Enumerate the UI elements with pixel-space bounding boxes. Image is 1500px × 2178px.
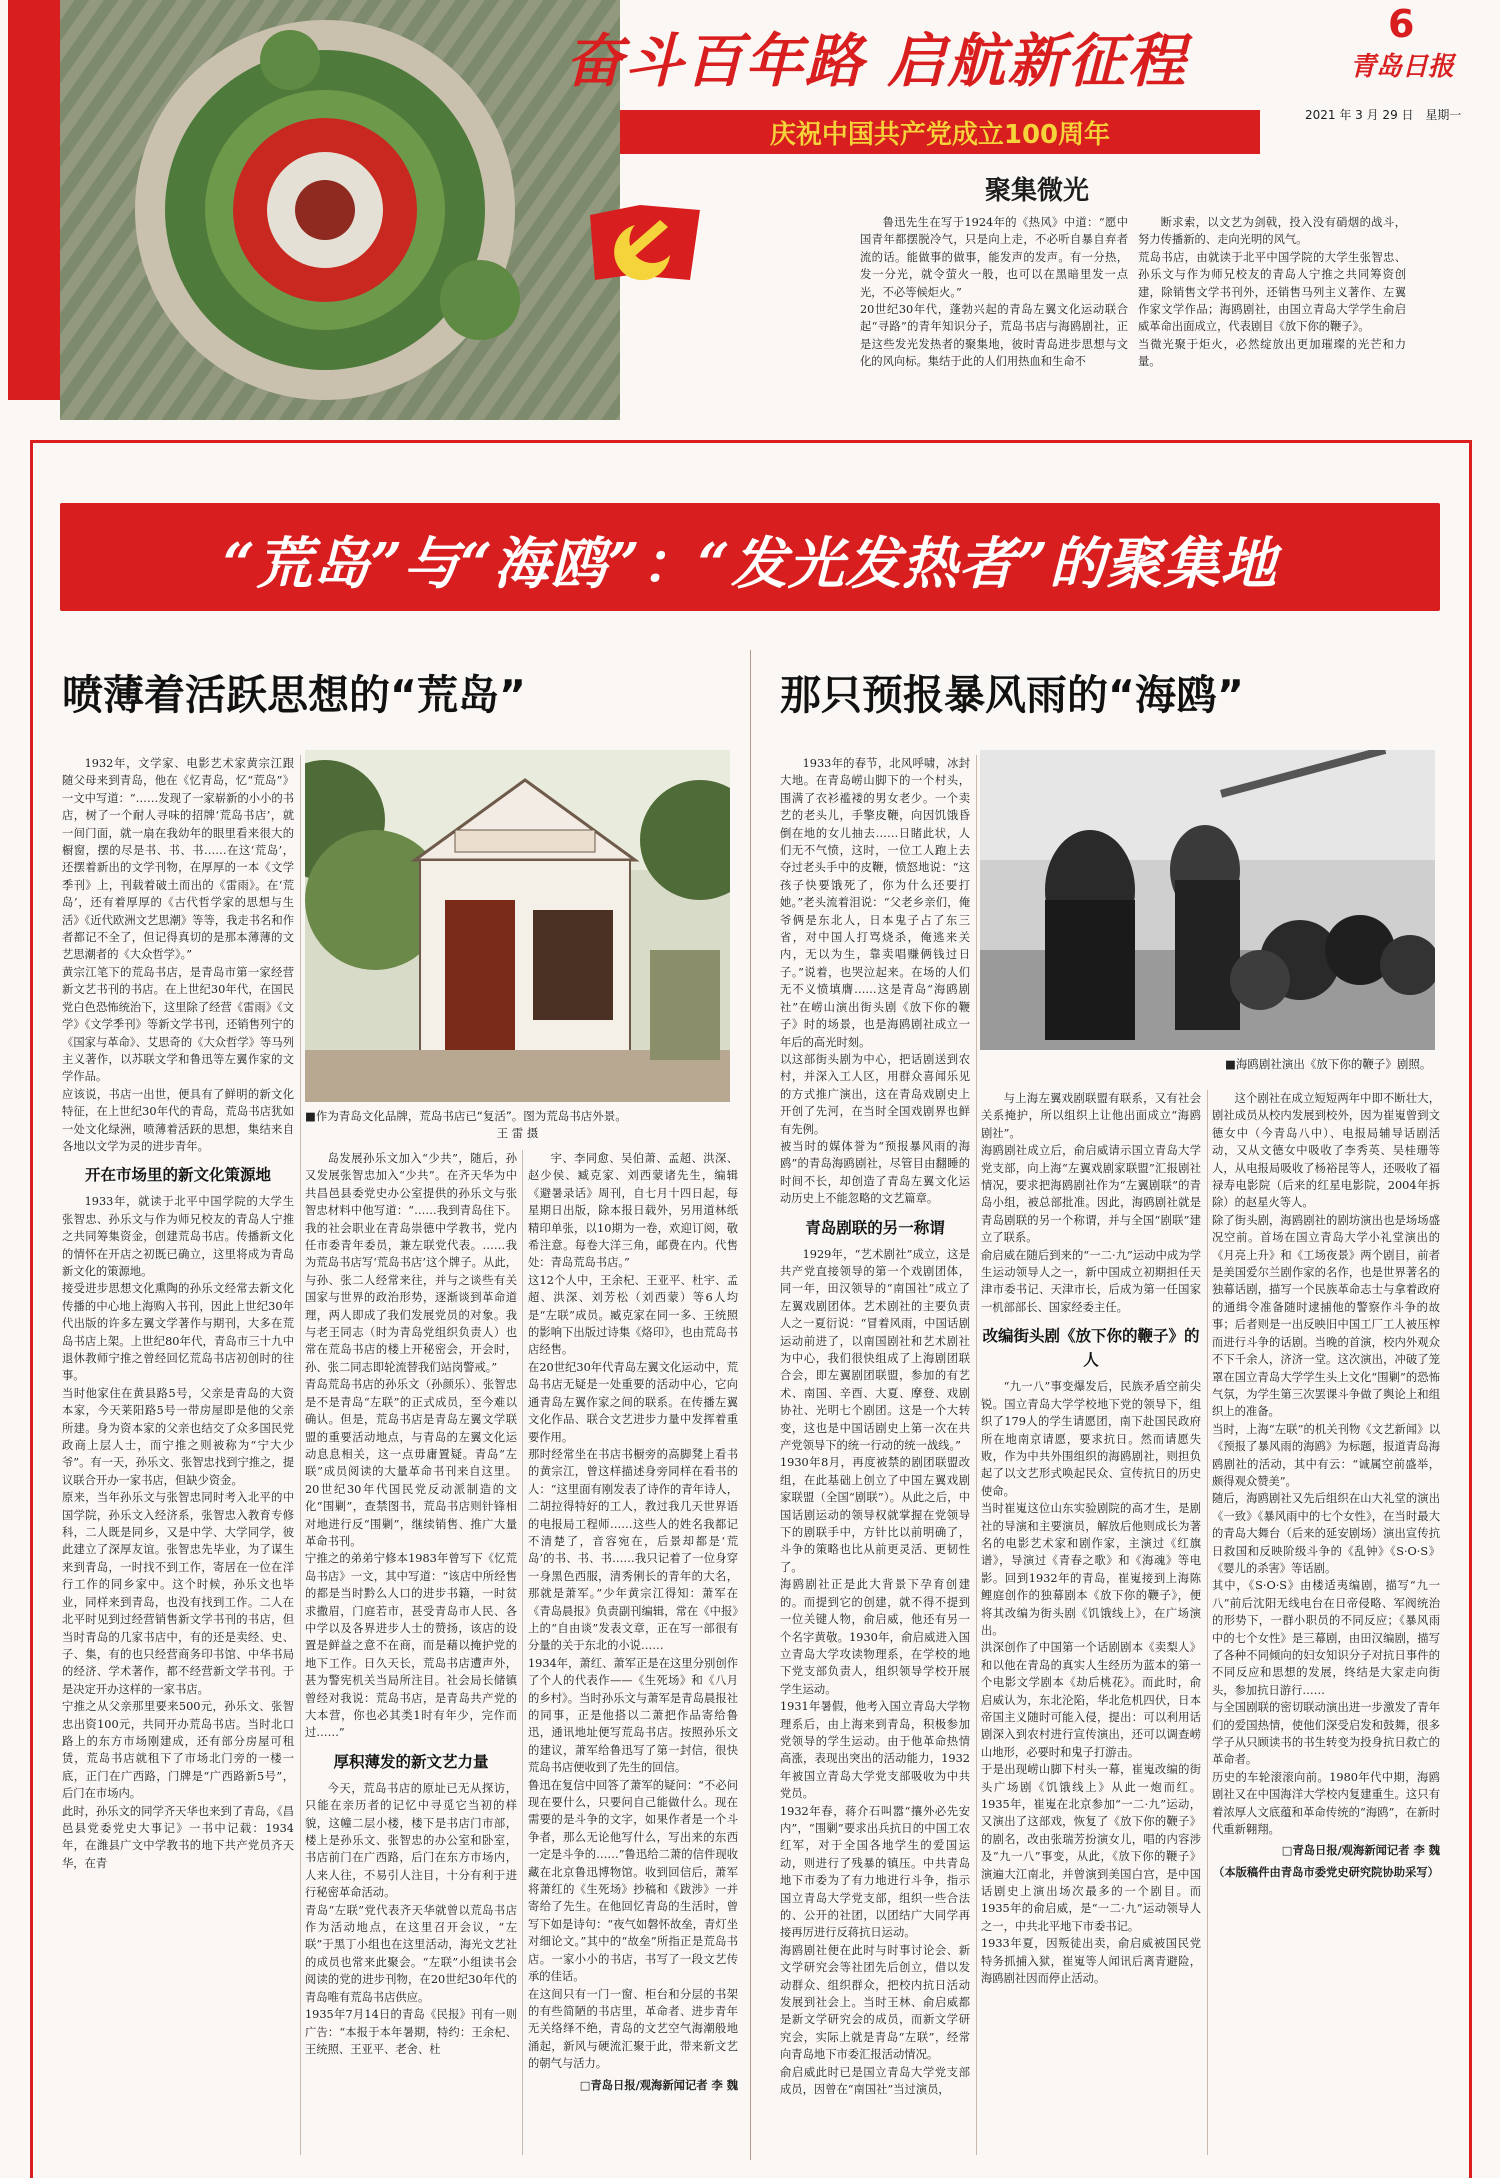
right-col3-text: 这个剧社在成立短短两年中即不断壮大，剧社成员从校内发展到校外，因为崔嵬曾到文德女中（今青岛八中）、电报局辅导话剧活动，又从文德女中吸收了李秀英、吴桂珊等人，从电报局吸收了杨裕昆等人，还吸收了福禄寿电影院（后来的红星电影院，2004年拆除）的赵星火等人。 除了街头剧，海鸥剧社的剧坊演出也是场场盛况空前。首场在国立青岛大学小礼堂演出的《月亮上升》和《工场夜景》两个剧目，前者是美国爱尔兰剧作家的名作，也是世界著名的独幕话剧，描写一个民族革命志士与拿着政府的通缉令准备随时逮捕他的警察作斗争的故事；后者则是一出反映旧中国工厂工人被压榨而进行斗争的话剧。当晚的首演，校内外观众不下千余人，济济一堂。这次演出，冲破了笼罩在国立青岛大学学生头上文化“围剿”的恐怖气氛，为学生第三次罢课斗争做了舆论上和组织上的准备。 当时，上海“左联”的机关刊物《文艺新闻》以《预报了暴风雨的海鸥》为标题，报道青岛海鸥剧社的活动，其中有云：“诚属空前盛举，颇得观众赞美”。 随后，海鸥剧社又先后组织在山大礼堂的演出《一致》《暴风雨中的七个女性》，在当时最大的青岛大舞台（后来的延安剧场）演出宣传抗日救国和反映阶级斗争的《乱钟》《S·O·S》《婴儿的杀害》等话剧。 其中，《S·O·S》由楼适夷编剧，描写“九一八”前后沈阳无线电台在日帝侵略、军阀统治的形势下，一群小职员的不同反应；《暴风雨中的七个女性》是三幕剧，由田汉编剧，描写了各种不同倾向的妇女知识分子对抗日事件的不同反应和思想的发展，终结是大家走向街头，参加抗日游行…… 与全国剧联的密切联动演出进一步激发了青年们的爱国热情，使他们深受启发和鼓舞，很多学子从只顾读书的书生转变为投身抗日救亡的革命者。 历史的车轮滚滚向前。1980年代中期，海鸥剧社又在中国海洋大学校内复建重生。这只有着浓厚人文底蕴和革命传统的“海鸥”，在新时代重新翱翔。 xyxy=(1212,1092,1440,1837)
left-byline: □青岛日报/观海新闻记者 李 魏 xyxy=(579,2077,738,2092)
left-headline: 喷薄着活跃思想的“荒岛” xyxy=(62,671,526,719)
left-col1b-text: 1933年，就读于北平中国学院的大学生张智忠、孙乐文与作为师兄校友的青岛人宁推之共同筹集资金，创建荒岛书店。传播新文化的情怀在开店之初既已确立，这里将成为青岛新文化的策源地。 接受进步思想文化熏陶的孙乐文经常去新文化传播的中心地上海购入书刊，因此上世纪30年代出版的许多左翼文学著作与期刊，大多在荒岛书店上架。上世纪80年代，青岛市三十九中退休教师宁推之曾经回忆荒岛书店初创时的往事。 当时他家住在黄县路5号，父亲是青岛的大资本家，今天莱阳路5号一带房屋即是他的父亲所建。身为资本家的父亲也结交了众多国民党政商上层人士，而宁推之则被称为“宁大少爷”。有一天，孙乐文、张智忠找到宁推之，提议联合开办一家书店，但缺少资金。 原来，当年孙乐文与张智忠同时考入北平的中国学院，孙乐文入经济系，张智忠入教育专修科，二人既是同乡，又是中学、大学同学，彼此建立了深厚友谊。张智忠先毕业，为了谋生来到青岛，一时找不到工作，寄居在一位在洋行工作的同乡家中。这个时候，孙乐文也毕业，同样来到青岛，也没有找到工作。二人在北平时见到过经营销售新文学书刊的书店，但当时青岛的几家书店中，有的还是卖经、史、子、集，有的也只经营商务印书馆、中华书局的经济、学术著作，都不经营新文学书刊。于是决定开办这样的一家书店。 宁推之从父亲那里要来500元，孙乐文、张智忠出资100元，共同开办荒岛书店。当时北口路上的东方市场刚建成，还有部分房屋可租赁，荒岛书店就租下了市场北门旁的一楼一底，正门在广西路，门牌是“广西路新5号”，后门在市场内。 此时，孙乐文的同学齐天华也来到了青岛，《昌邑县党委党史大事记》一书中记载：1934年，在潍县广文中学教书的地下共产党员齐天华，在青 xyxy=(62,1195,294,1870)
left-col-1 xyxy=(62,755,294,2160)
aerial-garden-photo xyxy=(60,0,620,420)
numeral-one xyxy=(8,0,60,400)
right-col1b-text: 1929年，“艺术剧社”成立，这是共产党直接领导的第一个戏剧团体，同一年，田汉领导的“南国社”成立了左翼戏剧团体。艺术剧社的主要负责人之一夏衍说：“冒着风雨，中国话剧运动前进了，以南国剧社和艺术剧社为中心，我们很快组成了上海剧团联合会，即左翼剧团联盟，参加的有艺术、南国、辛酉、大夏、摩登、戏剧协社、光明七个剧团。这是一个大转变，这也是中国话剧史上第一次在共产党领导下的统一行动的统一战线。” 1930年8月，再度被禁的剧团联盟改组，在此基础上创立了中国左翼戏剧家联盟（全国“剧联”）。从此之后，中国话剧运动的领导权就掌握在党领导下的剧联手中，方针比以前明确了，斗争的策略也比从前更灵活、更韧性了。 海鸥剧社正是此大背景下孕育创建的。而提到它的创建，就不得不提到一位关键人物，俞启威，他还有另一个名字黄敬。1930年，俞启威进入国立青岛大学攻读物理系，在学校的地下党支部负责人，组织领导学校开展学生运动。 1931年暑假，他考入国立青岛大学物理系后，由上海来到青岛，积极参加党领导的学生运动。由于他革命热情高涨，表现出突出的活动能力，1932年被国立青岛大学党支部吸收为中共党员。 1932年春，蒋介石叫嚣“攘外必先安内”，“围剿”要求出兵抗日的中国工农红军，对于全国各地学生的爱国运动，则进行了残暴的镇压。中共青岛地下市委为了有力地进行斗争，指示国立青岛大学党支部，组织一些合法的、公开的社团，以团结广大同学再接再厉进行反蒋抗日运动。 海鸥剧社便在此时与时事讨论会、新文学研究会等社团先后创立，借以发动群众、组织群众，把校内抗日活动发展到社会上。当时王林、俞启威都是新文学研究会的成员，而新文学研究会，实际上就是青岛“左联”，经常向青岛地下市委汇报活动情况。 俞启威此时已是国立青岛大学党支部成员，因曾在“南国社”当过演员， xyxy=(780,1247,970,2097)
intro-text-2: 断求索，以文艺为剑戟，投入没有硝烟的战斗，努力传播新的、走向光明的风气。 荒岛书店，由就读于北平中国学院的大学生张智忠、孙乐文与作为师兄校友的青岛人宁推之共同筹资创建，除销售文学书刊外，还销售马列主义著作、左翼作家文学作品；海鸥剧社，由国立青岛大学学生俞启威革命出面成立，代表剧目《放下你的鞭子》。 当微光聚于炬火，必然绽放出更加璀璨的光芒和力量。 xyxy=(1138,216,1406,369)
right-col-2 xyxy=(981,1090,1201,2160)
col-divider xyxy=(976,755,977,2155)
issue-weekday: 星期一 xyxy=(1425,108,1462,122)
right-headline: 那只预报暴风雨的“海鸥” xyxy=(780,671,1244,719)
left-col2b-text: 今天，荒岛书店的原址已无从探访，只能在亲历者的记忆中寻觅它当初的样貌，这幢二层小楼，楼下是书店门市部，楼上是孙乐文、张智忠的办公室和卧室，书店前门在广西路，后门在东方市场内，人来人往，不易引人注目，十分有利于进行秘密革命活动。 青岛“左联”党代表齐天华就曾以荒岛书店作为活动地点，在这里召开会议，“左联”于黑丁小组也在这里活动，海光文艺社的成员也常来此聚会。“左联”小组读书会阅读的党的进步刊物，在20世纪30年代的青岛唯有荒岛书店供应。 1935年7月14日的青岛《民报》刊有一则广告：“本报于本年暑期，特约：王余杞、王统照、王亚平、老舍、杜 xyxy=(305,1781,517,2056)
right-col1-text: 1933年的春节，北风呼啸，冰封大地。在青岛崂山脚下的一个村头，围满了衣衫褴褛的男女老少。一个卖艺的老头儿，手擎皮鞭，向因饥饿昏倒在地的女儿抽去……日睹此状，人们无不气愤，这时，一位工人跑上去夺过老头手中的皮鞭，愤怒地说：“这孩子快要饿死了，你为什么还要打她。”老头流着泪说：“父老乡亲们，俺爷俩是东北人，日本鬼子占了东三省，对中国人打骂烧杀，俺逃来关内，无以为生，靠卖唱赚俩钱过日子。”说着，也哭泣起来。在场的人们无不义愤填膺……这是青岛“海鸥剧社”在崂山演出街头剧《放下你的鞭子》时的场景，也是海鸥剧社成立一年后的高光时刻。 以这部街头剧为中心，把话剧送到农村，并深入工人区，用群众喜闻乐见的方式推广演出，这在青岛戏剧史上开创了先河，在当时全国戏剧界也鲜有先例。 被当时的媒体誉为“预报暴风雨的海鸥”的青岛海鸥剧社，尽管目由翻睡的时间不长，却创造了青岛左翼文化运动历史上不能忽略的文艺篇章。 xyxy=(780,757,970,1206)
story-divider xyxy=(750,650,751,2160)
right-col-1 xyxy=(780,755,970,2160)
intro-col-1 xyxy=(860,214,1128,426)
left-col3-text: 宇、李同愈、吴伯萧、孟超、洪深、赵少侯、臧克家、刘西蒙诸先生，编辑《避暑录话》周刊，自七月十四日起，每星期日出版，除本报日载外，另用道林纸精印单张，以10期为一卷，欢迎订阅，敬希注意。每卷大洋三角，邮费在内。代售处：青岛荒岛书店。” 这12个人中，王余杞、王亚平、杜宇、孟超、洪深、刘芳松（刘西蒙）等6人均是“左联”成员。臧克家在同一多、王统照的影响下出版过诗集《烙印》，也由荒岛书店经售。 在20世纪30年代青岛左翼文化运动中，荒岛书店无疑是一处重要的活动中心，它向通青岛左翼作家之间的联系。在传播左翼文化作品、联合文艺进步力量中发挥着重要作用。 那时经常坐在书店书橱旁的高脚凳上看书的黄宗江，曾这样描述身旁同样在看书的人：“这里面有刚发表了诗作的青年诗人，二胡拉得特好的工人，教过我几天世界语的电报局工程师……这些人的姓名我都记不清楚了，音容宛在，后景却都是‘荒岛’的书、书、书……我只记着了一位身穿一身黑色西服，清秀俐长的青年的大名，那就是萧军。”少年黄宗江得知：萧军在《青岛晨报》负责副刊编辑，常在《中报》上的“自由谈”发表文章，正在写一部很有分量的关于东北的小说…… 1934年，萧红、萧军正是在这里分别创作了个人的代表作——《生死场》和《八月的乡村》。当时孙乐文与萧军是青岛晨报社的同事，正是他搭以二萧把作品寄给鲁迅，通讯地址便写荒岛书店。按照孙乐文的建议，萧军给鲁迅写了第一封信，很快荒岛书店便收到了先生的回信。 鲁迅在复信中回答了萧军的疑问：“不必问现在要什么，只要问自己能做什么。现在需要的是斗争的文字，如果作者是一个斗争者，那么无论他写什么，写出来的东西一定是斗争的……”鲁迅给二萧的信件现收藏在北京鲁迅博物馆。收到回信后，萧军将萧红的《生死场》抄稿和《跋涉》一并寄给了先生。在他回忆青岛的生活时，曾写下如是诗句：“夜气如磐怀故垒，青灯坐对细论文。”其中的“故垒”所指正是荒岛书店。一家小小的书店，书写了一段文艺传承的佳话。 在这间只有一门一窗、柜台和分层的书架的有些简陋的书店里，革命者、进步青年无关络绎不绝，青岛的文艺空气海潮般地涌起，新风与硬流汇聚于此，带来新文艺的朝气与活力。 xyxy=(528,1152,738,2071)
left-section-1-title: 开在市场里的新文化策源地 xyxy=(84,1166,271,1185)
right-section-2-title: 改编街头剧《放下你的鞭子》的人 xyxy=(982,1327,1200,1370)
right-section-1-title: 青岛剧联的另一称谓 xyxy=(805,1218,945,1237)
banner-title: 奋斗百年路 启航新征程 xyxy=(565,27,1188,95)
bookstore-caption-text: ■作为青岛文化品牌，荒岛书店已“复活”。图为荒岛书店外景。 xyxy=(305,1109,627,1123)
right-col2-text: 与上海左翼戏剧联盟有联系，又有社会关系掩护，所以组织上让他出面成立“海鸥剧社”。 海鸥剧社成立后，俞启威请示国立青岛大学党支部，向上海“左翼戏剧家联盟”汇报剧社情况，要求把海鸥剧社作为“左翼剧联”的青岛小组，被总部批准。因此，海鸥剧社就是青岛剧联的另一个称谓，并与全国“剧联”建立了联系。 俞启威在随后到来的“一二·九”运动中成为学生运动领导人之一，新中国成立初期担任天津市委书记、天津市长，后成为第一任国家一机部部长、国家经委主任。 xyxy=(981,1092,1201,1314)
left-col1-text: 1932年，文学家、电影艺术家黄宗江跟随父母来到青岛，他在《忆青岛，忆“荒岛”》一文中写道：“……发现了一家崭新的小小的书店，树了一个耐人寻味的招牌‘荒岛书店’，就一间门面，就一扇在我幼年的眼里看来很大的橱窗，摆的尽是书、书、书……在这‘荒岛’，还摆着新出的文学刊物，在厚厚的一本《文学季刊》上，刊载着破土而出的《雷雨》。在‘荒岛’，还有着厚厚的《古代哲学家的思想与生活》《近代欧洲文艺思潮》等等，我走书名和作者都记不全了，但记得真切的是那本薄薄的文艺思潮者的《大众哲学》。” 黄宗江笔下的荒岛书店，是青岛市第一家经营新文艺书刊的书店。在上世纪30年代，在国民党白色恐怖统治下，这里除了经营《雷雨》《文学》《文学季刊》等新文学书刊，还销售列宁的《国家与革命》、艾思奇的《大众哲学》等马列主义著作，以苏联文学和鲁迅等左翼作家的文学作品。 应该说，书店一出世，便具有了鲜明的新文化特征，在上世纪30年代的青岛，荒岛书店犹如一处文化绿洲，喷薄着活跃的思想，集结来自各地以文学为灵的进步青年。 xyxy=(62,757,294,1153)
page-footnote: （本版稿件由青岛市委党史研究院协助采写） xyxy=(1213,1864,1439,1879)
intro-text-1: 鲁迅先生在写于1924年的《热风》中道：“愿中国青年都摆脱冷气，只是向上走，不必听自暴自弃者流的话。能做事的做事，能发声的发声。有一分热，发一分光，就令萤火一般，也可以在黑暗里发一点光，不必等候炬火。” 20世纪30年代，蓬勃兴起的青岛左翼文化运动联合起“寻路”的青年知识分子，荒岛书店与海鸥剧社，正是这些发光发热者的聚集地，彼时青岛进步思想与文化的风向标。集结于此的人们用热血和生命不 xyxy=(860,216,1128,369)
right-col2b-text: “九一八”事变爆发后，民族矛盾空前尖锐。国立青岛大学学校地下党的领导下，组织了179人的学生请愿团，南下赴国民政府所在地南京请愿，要求抗日。然而请愿失败，作为中共外围组织的海鸥剧社，则担负起了以文艺形式唤起民众、宣传抗日的历史使命。 当时崔嵬这位山东实验剧院的高才生，是剧社的导演和主要演员，解放后他则成长为著名的电影艺术家和剧作家，主演过《红旗谱》，导演过《青春之歌》和《海魂》等电影。回到1932年的青岛，崔嵬接到上海陈鲤庭创作的独幕剧本《放下你的鞭子》，便将其改编为街头剧《饥饿线上》，在广场演出。 洪深创作了中国第一个话剧剧本《卖梨人》和以他在青岛的真实人生经历为蓝本的第一个电影文学剧本《劫后桃花》。而此时，俞启威认为，东北沦陷，华北危机四伏，日本帝国主义随时可能入侵，提出：可以利用话剧深入到农村进行宣传演出，还可以调查崂山地形，必要时和鬼子打游击。 于是出现崂山脚下村头一幕，崔嵬改编的街头广场剧《饥饿线上》从此一炮而红。1935年，崔嵬在北京参加“一二·九”运动，又演出了这部戏，恢复了《放下你的鞭子》的剧名，改由张瑞芳扮演女儿，唱的内容涉及“九一八”事变，从此，《放下你的鞭子》演遍大江南北，并曾演到美国白宫，是中国话剧史上演出场次最多的一个剧目。而1935年的俞启威，是“一二·九”运动领导人之一，中共北平地下市委书记。 1933年夏，因叛徒出卖，俞启威被国民党特务抓捕入狱，崔嵬等人闻讯后离青避险，海鸥剧社因而停止活动。 xyxy=(981,1380,1201,1986)
left-col2-text: 岛发展孙乐文加入“少共”，随后，孙又发展张智忠加入“少共”。在齐天华为中共昌邑县委党史办公室提供的孙乐文与张智忠材料中他写道：“……我到青岛住下。我的社会职业在青岛崇德中学教书，党内任市委青年委员，兼左联党代表。……我为荒岛书店写‘荒岛书店’这个牌子。从此，与孙、张二人经常来往，并与之谈些有关国家与世界的政治形势，逐渐谈到革命道理，两人即成了我们发展党员的对象。我与老王同志（时为青岛党组织负责人）也常在荒岛书店的楼上开秘密会，开会时，孙、张二同志即轮流替我们站岗警戒。” 青岛荒岛书店的孙乐文（孙颜乐）、张智忠是不是青岛“左联”的正式成员，至今难以确认。但是，荒岛书店是青岛左翼文学联盟的重要活动地点，与青岛的左翼文化运动息息相关，这一点毋庸置疑。青岛“左联”成员阅读的大量革命书刊来自这里。20世纪30年代国民党反动派制造的文化“围剿”，查禁图书，荒岛书店则针锋相对地进行反“围剿”，继续销售、推广大量革命书刊。 宁推之的弟弟宁修本1983年曾写下《忆荒岛书店》一文，其中写道：“该店中所经售的都是当时黔么人口的进步书籍，一时贫求撒眉，门庭若市，甚受青岛市人民、各中学以及各界进步人士的赞扬，该店的设置是鲜益之意不在商，而是藉以掩护党的地下工作。日久天长，荒岛书店遭声外，甚为警宪机关当局所注目。社会局长储镇曾经对我说：荒岛书店，是青岛共产党的大本营，你也必其类1时有年少，完作而过……” xyxy=(305,1152,517,1740)
left-section-2-title: 厚积薄发的新文艺力量 xyxy=(333,1752,489,1771)
paper-name: 青岛日报 xyxy=(1350,52,1455,82)
left-col-2 xyxy=(305,1150,517,2160)
col-divider xyxy=(300,755,301,2155)
drama-photo xyxy=(980,750,1435,1050)
intro-col-2 xyxy=(1138,214,1406,426)
right-col-3 xyxy=(1212,1090,1440,2160)
intro-title: 聚集微光 xyxy=(985,176,1090,206)
left-col-3 xyxy=(528,1150,738,2160)
bookstore-photo-credit: 王 雷 摄 xyxy=(496,1126,539,1140)
col-divider xyxy=(1207,1090,1208,2155)
bookstore-photo-caption xyxy=(305,1108,730,1142)
main-headline: “荒岛”与“海鸥”：“发光发热者”的聚集地 xyxy=(222,531,1278,597)
anniversary-text: 庆祝中国共产党成立100周年 xyxy=(769,120,1111,150)
bookstore-photo xyxy=(305,750,730,1102)
issue-date: 2021 年 3 月 29 日 xyxy=(1305,108,1414,122)
drama-photo-caption: ■海鸥剧社演出《放下你的鞭子》剧照。 xyxy=(1225,1057,1432,1071)
page-number: 6 xyxy=(1388,2,1415,46)
right-byline: □青岛日报/观海新闻记者 李 魏 xyxy=(1281,1843,1440,1858)
col-divider xyxy=(522,1150,523,2155)
masthead xyxy=(0,0,1500,430)
date-line xyxy=(1305,106,1461,123)
party-emblem-icon xyxy=(590,185,700,285)
